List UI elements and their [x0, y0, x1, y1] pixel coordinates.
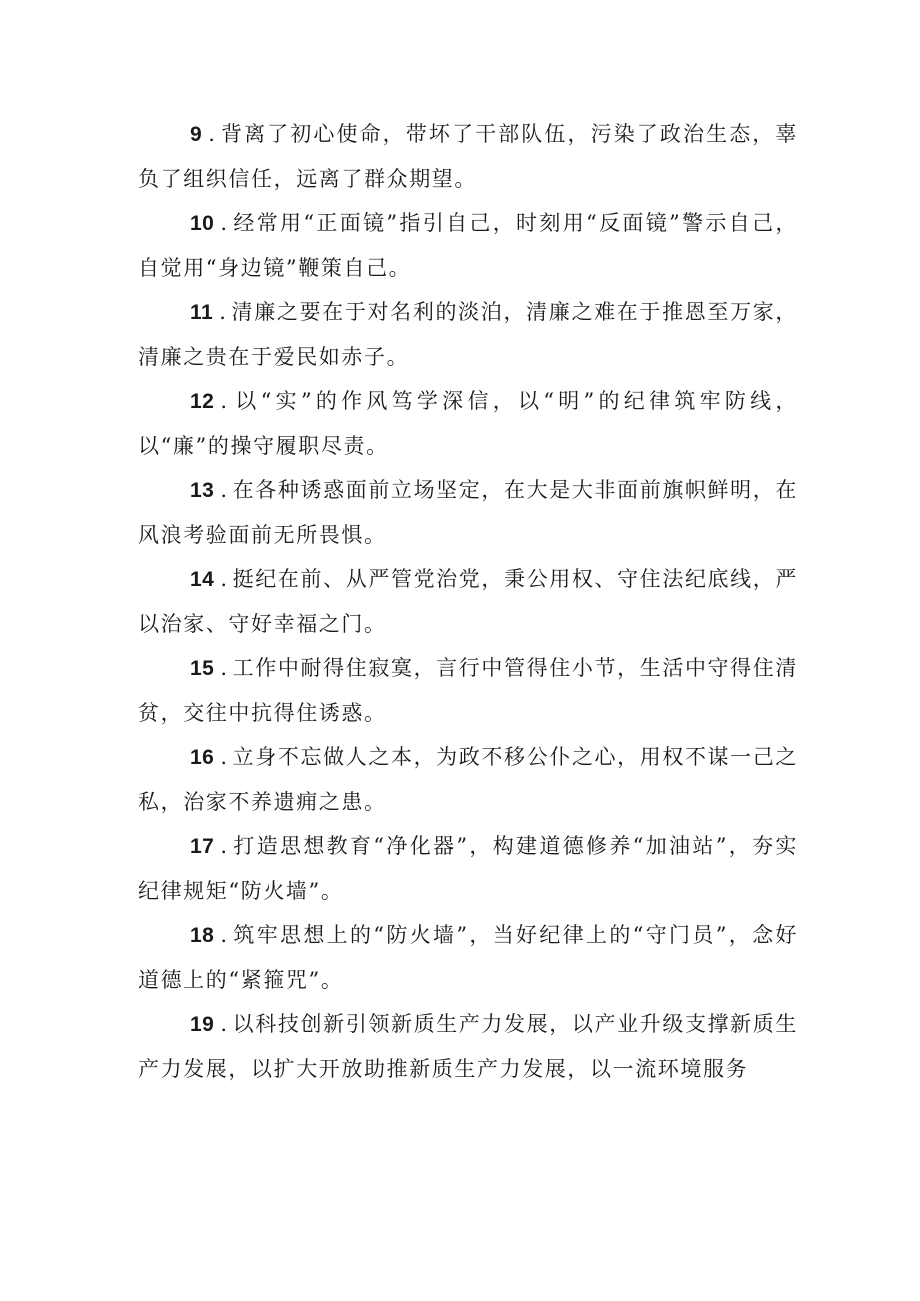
item-separator: . [220, 745, 229, 769]
item-text: 以科技创新引领新质生产力发展，以产业升级支撑新质生产力发展，以扩大开放助推新质生产力发展，以一流环境服务 [138, 1012, 798, 1081]
item-separator: . [220, 834, 229, 858]
item-separator: . [208, 122, 217, 146]
item-text: 清廉之要在于对名利的淡泊，清廉之难在于推恩至万家，清廉之贵在于爱民如赤子。 [138, 300, 798, 369]
item-number: 15 [190, 657, 215, 680]
list-item [138, 1002, 798, 1091]
item-text: 工作中耐得住寂寞，言行中管得住小节，生活中守得住清贫，交往中抗得住诱惑。 [138, 656, 798, 725]
item-separator: . [220, 389, 229, 413]
list-item [138, 201, 798, 290]
list-item [138, 557, 798, 646]
item-separator: . [220, 567, 229, 591]
item-number: 12 [190, 390, 215, 413]
item-text: 背离了初心使命，带坏了干部队伍，污染了政治生态，辜负了组织信任，远离了群众期望。 [138, 122, 798, 191]
item-number: 13 [190, 479, 215, 502]
list-item [138, 379, 798, 468]
item-text: 挺纪在前、从严管党治党，秉公用权、守住法纪底线，严以治家、守好幸福之门。 [138, 567, 798, 636]
list-item [138, 646, 798, 735]
item-separator: . [220, 923, 229, 947]
item-number: 18 [190, 924, 215, 947]
item-text: 筑牢思想上的“防火墙”，当好纪律上的“守门员”，念好道德上的“紧箍咒”。 [138, 923, 798, 992]
item-separator: . [220, 478, 229, 502]
list-item [138, 468, 798, 557]
list-item [138, 290, 798, 379]
list-item [138, 735, 798, 824]
item-number: 16 [190, 746, 215, 769]
item-text: 打造思想教育“净化器”，构建道德修养“加油站”，夯实纪律规矩“防火墙”。 [138, 834, 798, 903]
item-separator: . [220, 1012, 229, 1036]
item-number: 17 [190, 835, 215, 858]
item-number: 9 [190, 123, 203, 146]
item-number: 14 [190, 568, 215, 591]
item-number: 19 [190, 1013, 215, 1036]
list-item [138, 824, 798, 913]
item-number: 10 [190, 212, 215, 235]
list-item [138, 112, 798, 201]
item-number: 11 [190, 301, 214, 324]
item-separator: . [219, 300, 228, 324]
item-text: 以“实”的作风笃学深信，以“明”的纪律筑牢防线，以“廉”的操守履职尽责。 [138, 389, 798, 458]
item-separator: . [220, 656, 229, 680]
item-text: 经常用“正面镜”指引自己，时刻用“反面镜”警示自己，自觉用“身边镜”鞭策自己。 [138, 211, 798, 280]
item-text: 立身不忘做人之本，为政不移公仆之心，用权不谋一己之私，治家不养遗痈之患。 [138, 745, 798, 814]
list-item [138, 913, 798, 1002]
item-text: 在各种诱惑面前立场坚定，在大是大非面前旗帜鲜明，在风浪考验面前无所畏惧。 [138, 478, 798, 547]
document-body [138, 112, 798, 1091]
item-separator: . [220, 211, 229, 235]
